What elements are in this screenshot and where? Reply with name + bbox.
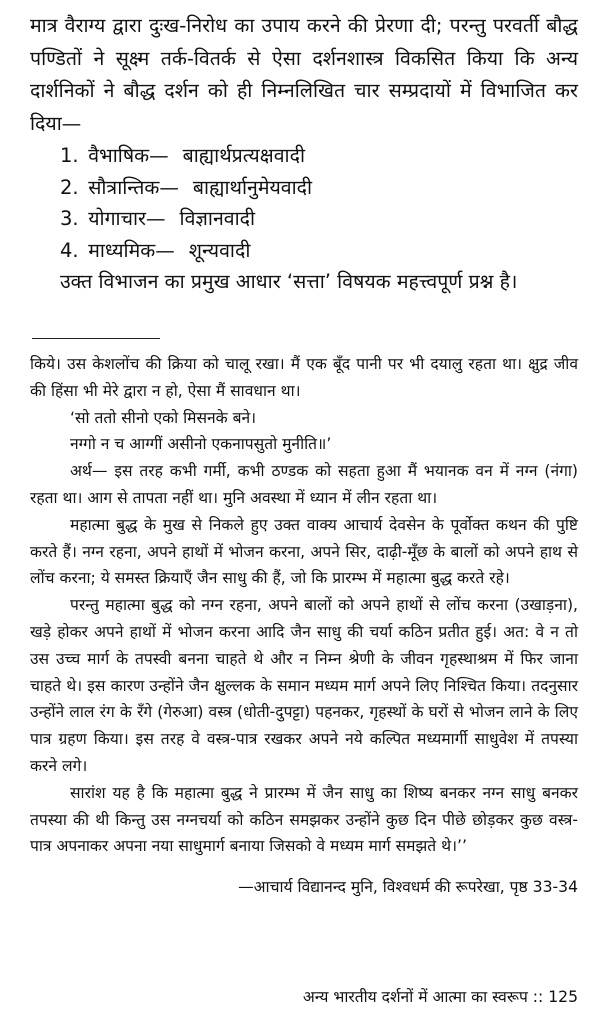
school-name: योगाचार— (88, 207, 166, 230)
schools-list (30, 140, 578, 266)
footnote-block (30, 351, 578, 900)
list-item (30, 140, 578, 172)
school-view: शून्यवादी (188, 238, 251, 262)
school-view: विज्ञानवादी (179, 207, 256, 230)
footnote-divider (32, 338, 160, 339)
school-view: बाह्यार्थप्रत्यक्षवादी (182, 144, 305, 167)
verse-line: ‘सो ततो सीनो एको मिसनके बने। (70, 408, 257, 427)
footnote-paragraph: किये। उस केशलोंच की क्रिया को चालू रखा। मैं एक बूँद पानी पर भी दयालु रहता था। क्षुद्र जीव की हिंसा भी मेरे द्वारा न हो, ऐसा मैं सावधान था। (30, 355, 578, 400)
list-number: 4. (60, 238, 79, 262)
intro-paragraph: मात्र वैराग्य द्वारा दुःख-निरोध का उपाय करने की प्रेरणा दी; परन्तु परवर्ती बौद्ध पण्डितों ने सूक्ष्म तर्क-वितर्क से ऐसा दर्शनशास्त्र विकसित किया कि अन्य दार्शनिकों ने बौद्ध दर्शन को ही निम्नलिखित चार सम्प्रदायों में विभाजित कर दिया— (30, 14, 578, 135)
school-view: बाह्यार्थानुमेयवादी (192, 175, 313, 199)
verse-meaning: अर्थ— इस तरह कभी गर्मी, कभी ठण्डक को सहता हुआ मैं भयानक वन में नग्न (नंगा) रहता था। आग से तापता नहीं था। मुनि अवस्था में ध्यान में लीन रहता था। (30, 462, 578, 507)
citation: —आचार्य विद्यानन्द मुनि, विश्वधर्म की रूपरेखा, पृष्ठ 33-34 (238, 878, 578, 897)
list-number: 2. (60, 175, 79, 199)
page-body (30, 10, 578, 900)
footnote-paragraph: महात्मा बुद्ध के मुख से निकले हुए उक्त वाक्य आचार्य देवसेन के पूर्वोक्त कथन की पुष्टि करते हैं। नग्न रहना, अपने हाथों में भोजन करना, अपने सिर, दाढ़ी-मूँछ के बालों को अपने हाथ से लोंच करना; ये समस्त क्रियाएँ जैन साधु की हैं, जो कि प्रारम्भ में महात्मा बुद्ध करते रहे। (30, 515, 578, 588)
verse-line: नग्गो न च आग्गीं असीनो एकनापसुतो मुनीति॥’ (70, 435, 332, 454)
list-number: 1. (60, 144, 79, 167)
list-item (30, 235, 578, 267)
school-name: माध्यमिक— (88, 238, 175, 262)
footnote-paragraph: परन्तु महात्मा बुद्ध को नग्न रहना, अपने बालों को अपने हाथों से लोंच करना (उखाड़ना), खड़े होकर अपने हाथों में भोजन करना आदि जैन साधु की चर्या कठिन प्रतीत हुई। अत: वे न तो उस उच्च मार्ग के तपस्वी बनना चाहते थे और न निम्न श्रेणी के जीवन गृहस्थाश्रम में फिर जाना चाहते थे। इस कारण उन्होंने जैन क्षुल्लक के समान मध्यम मार्ग अपने लिए निश्चित किया। तदनुसार उन्होंने लाल रंग के रँगे (गेरुआ) वस्त्र (धोती-दुपट्टा) पहनकर, गृहस्थों के घरों से भोजन लाने के लिए पात्र ग्रहण किया। इस तरह वे वस्त्र-पात्र रखकर अपने नये कल्पित मध्यमार्गी साधुवेश में तपस्या करने लगे। (30, 596, 578, 775)
footnote-paragraph: सारांश यह है कि महात्मा बुद्ध ने प्रारम्भ में जैन साधु का शिष्य बनकर नग्न साधु बनकर तपस्या की थी किन्तु उस नग्नचर्या को कठिन समझकर उन्होंने कुछ दिन पीछे छोड़कर कुछ वस्त्र-पात्र अपनाकर अपना नया साधुमार्ग बनाया जिसको वे मध्यम मार्ग समझते थे।’’ (30, 783, 578, 856)
running-footer: अन्य भारतीय दर्शनों में आत्मा का स्वरूप :: 125 (302, 988, 578, 1006)
list-item (30, 203, 578, 235)
list-number: 3. (60, 207, 79, 230)
list-item (30, 172, 578, 204)
school-name: वैभाषिक— (88, 144, 169, 167)
summary-line: उक्त विभाजन का प्रमुख आधार ‘सत्ता’ विषयक महत्त्वपूर्ण प्रश्न है। (60, 270, 518, 293)
school-name: सौत्रान्तिक— (88, 175, 179, 199)
